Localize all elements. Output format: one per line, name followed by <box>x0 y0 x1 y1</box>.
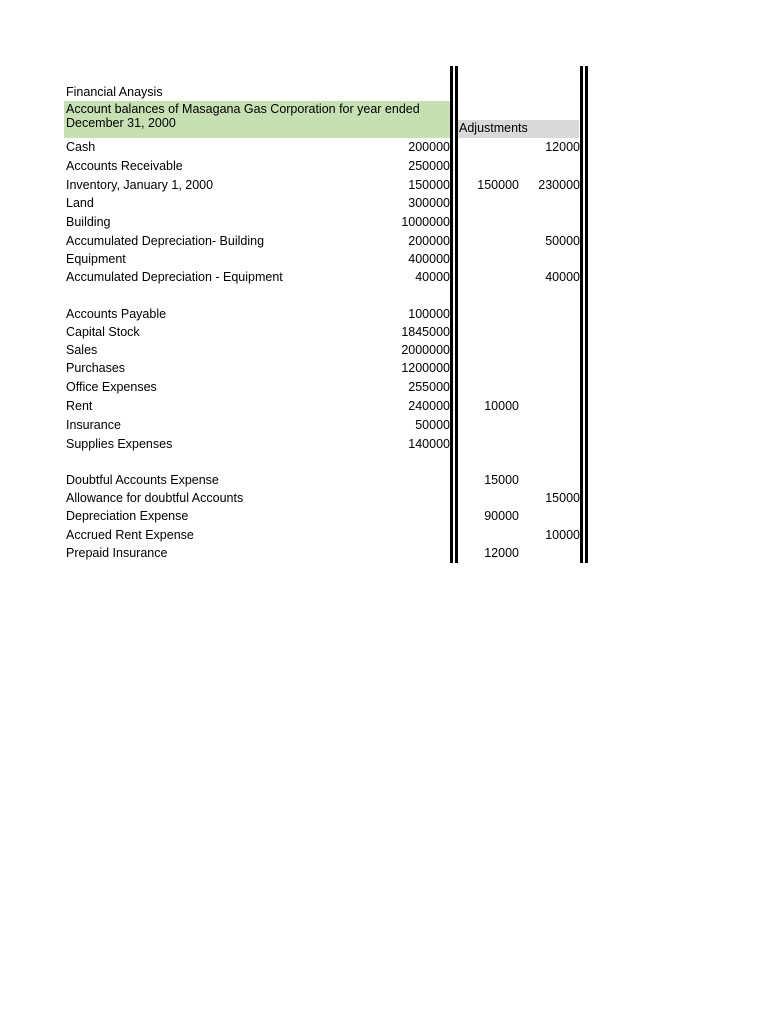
balance-cell: 50000 <box>415 418 450 432</box>
divider-line <box>585 66 588 563</box>
adjustment-debit-cell: 15000 <box>484 473 519 487</box>
balance-cell: 2000000 <box>401 343 450 357</box>
account-label: Equipment <box>66 252 126 266</box>
balance-cell: 1000000 <box>401 215 450 229</box>
account-label: Capital Stock <box>66 325 140 339</box>
account-label: Sales <box>66 343 98 357</box>
account-label: Cash <box>66 140 96 154</box>
adjustment-debit-cell: 150000 <box>477 178 519 192</box>
account-label: Allowance for doubtful Accounts <box>66 491 244 505</box>
account-label: Supplies Expenses <box>66 437 173 451</box>
account-label: Insurance <box>66 418 121 432</box>
balance-cell: 400000 <box>408 252 450 266</box>
adjustment-credit-cell: 10000 <box>545 528 580 542</box>
balance-cell: 300000 <box>408 196 450 210</box>
table-header: Account balances of Masagana Gas Corporation for year ended December 31, 2000 <box>66 102 420 130</box>
balance-cell: 250000 <box>408 159 450 173</box>
sheet-title: Financial Anaysis <box>66 85 163 99</box>
adjustments-header: Adjustments <box>459 121 528 135</box>
account-label: Prepaid Insurance <box>66 546 168 560</box>
balance-cell: 255000 <box>408 380 450 394</box>
adjustment-debit-cell: 10000 <box>484 399 519 413</box>
account-label: Inventory, January 1, 2000 <box>66 178 214 192</box>
balance-cell: 100000 <box>408 307 450 321</box>
balance-cell: 140000 <box>408 437 450 451</box>
adjustment-credit-cell: 15000 <box>545 491 580 505</box>
adjustment-credit-cell: 50000 <box>545 234 580 248</box>
balance-cell: 40000 <box>415 270 450 284</box>
balance-cell: 200000 <box>408 140 450 154</box>
divider-line <box>455 66 458 563</box>
account-label: Doubtful Accounts Expense <box>66 473 219 487</box>
account-label: Accounts Payable <box>66 307 167 321</box>
account-label: Accumulated Depreciation- Building <box>66 234 265 248</box>
divider-line <box>450 66 453 563</box>
account-label: Land <box>66 196 94 210</box>
adjustment-debit-cell: 12000 <box>484 546 519 560</box>
account-label: Building <box>66 215 111 229</box>
balance-cell: 1200000 <box>401 361 450 375</box>
balance-cell: 200000 <box>408 234 450 248</box>
account-label: Accrued Rent Expense <box>66 528 194 542</box>
account-label: Purchases <box>66 361 126 375</box>
adjustment-debit-cell: 90000 <box>484 509 519 523</box>
balance-cell: 1845000 <box>401 325 450 339</box>
account-label: Office Expenses <box>66 380 157 394</box>
account-label: Accounts Receivable <box>66 159 183 173</box>
adjustment-credit-cell: 230000 <box>538 178 580 192</box>
adjustment-credit-cell: 40000 <box>545 270 580 284</box>
adjustment-credit-cell: 12000 <box>545 140 580 154</box>
balance-cell: 240000 <box>408 399 450 413</box>
account-label: Depreciation Expense <box>66 509 189 523</box>
account-label: Rent <box>66 399 93 413</box>
account-label: Accumulated Depreciation - Equipment <box>66 270 283 284</box>
divider-line <box>580 66 583 563</box>
balance-cell: 150000 <box>408 178 450 192</box>
